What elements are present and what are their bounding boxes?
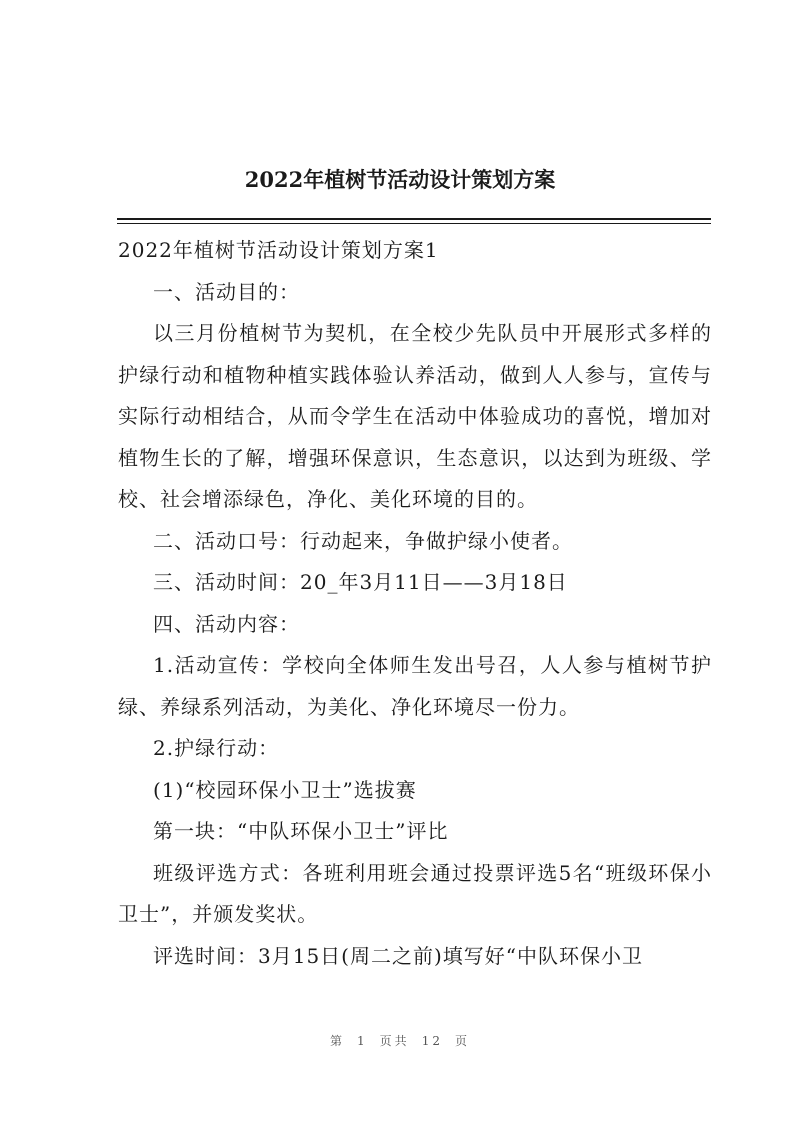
current-page-number: 1: [357, 1034, 368, 1048]
paragraph: 第一块：“中队环保小卫士”评比: [153, 819, 449, 843]
title-rule-thin: [117, 223, 711, 224]
footer-prefix: 第: [330, 1034, 346, 1048]
paragraph: 二、活动口号：行动起来，争做护绿小使者。: [153, 528, 573, 553]
page-footer: [0, 1032, 800, 1050]
paragraph: 评选时间：3月15日(周二之前)填写好“中队环保小卫: [153, 943, 644, 968]
title-rule-thick: [117, 218, 711, 220]
footer-suffix: 页: [454, 1034, 470, 1048]
total-pages-number: 12: [421, 1034, 443, 1048]
paragraph: (1)“校园环保小卫士”选拔赛: [153, 777, 417, 802]
paragraph: 一、活动目的：: [153, 279, 300, 304]
paragraph: 1.活动宣传：学校向全体师生发出号召，人人参与植树节护绿、养绿系列活动，为美化、净化环境尽一份力。: [118, 653, 712, 719]
document-body: [118, 230, 712, 977]
paragraph: 以三月份植树节为契机，在全校少先队员中开展形式多样的护绿行动和植物种植实践体验认养活动，做到人人参与，宣传与实际行动相结合，从而令学生在活动中体验成功的喜悦，增加对植物生长的了解，增强环保意识，生态意识，以达到为班级、学校、社会增添绿色，净化、美化环境的目的。: [118, 321, 712, 511]
paragraph: 班级评选方式：各班利用班会通过投票评选5名“班级环保小卫士”，并颁发奖状。: [118, 860, 712, 926]
footer-middle: 页共: [379, 1034, 410, 1048]
paragraph: 四、活动内容：: [153, 611, 300, 636]
paragraph: 2.护绿行动：: [153, 736, 280, 760]
paragraph: 三、活动时间：20_年3月11日——3月18日: [153, 570, 568, 594]
document-title: 2022年植树节活动设计策划方案: [244, 167, 556, 192]
section-heading: 2022年植树节活动设计策划方案1: [118, 238, 439, 262]
